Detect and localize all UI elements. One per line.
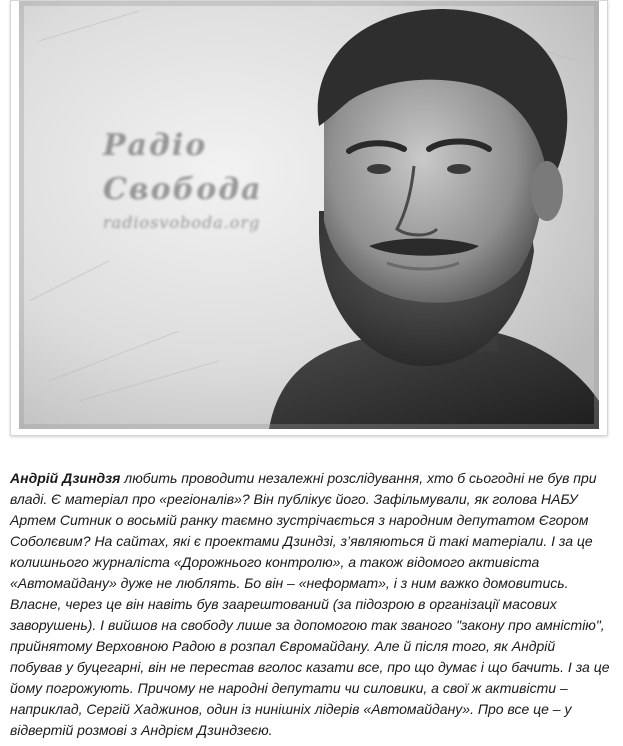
article-photo-frame [10, 0, 608, 436]
article-lead-paragraph [10, 468, 610, 741]
radio-svoboda-watermark [103, 128, 263, 232]
watermark-line-1: Радіо [103, 128, 208, 163]
article-body-text: любить проводити незалежні розслідування, хто б сьогодні не був при владі. Є матеріал про «регіоналів»? Він публікує його. Зафільмували, як голова НАБУ Артем Ситник о восьмій ранку таємно зустрічається з народним депутатом Єгором Соболєвим? На сайтах, які є проектами Дзиндзі, з’являються й такі матеріали. І за це колишнього журналіста «Дорожнього контролю», а також відомого активіста «Автомайдану» дуже не люблять. Бо він – «неформат», і з ним важко домовитись. Власне, через це він навіть був заарештований (за підозрою в організації масових заворушень). І вийшов на свободу лише за допомогою так званого "закону про амністію", прийнятому Верховною Радою в розпал Євромайдану. Але й після того, як Андрій побував у буцегарні, він не перестав вголос казати все, про що думає і що бачить. І за це йому погрожують. Причому не народні депутати чи силовики, а свої ж активісти – наприклад, Сергій Хаджинов, один із нинішніх лідерів «Автомайдану». Про все це – у відвертій розмові з Андрієм Дзиндзеєю. [10, 470, 610, 738]
portrait-photo [19, 1, 599, 429]
lead-person-name: Андрій Дзиндзя [10, 470, 121, 486]
watermark-line-2: Свобода [103, 172, 263, 207]
watermark-url: radiosvoboda.org [103, 213, 261, 232]
